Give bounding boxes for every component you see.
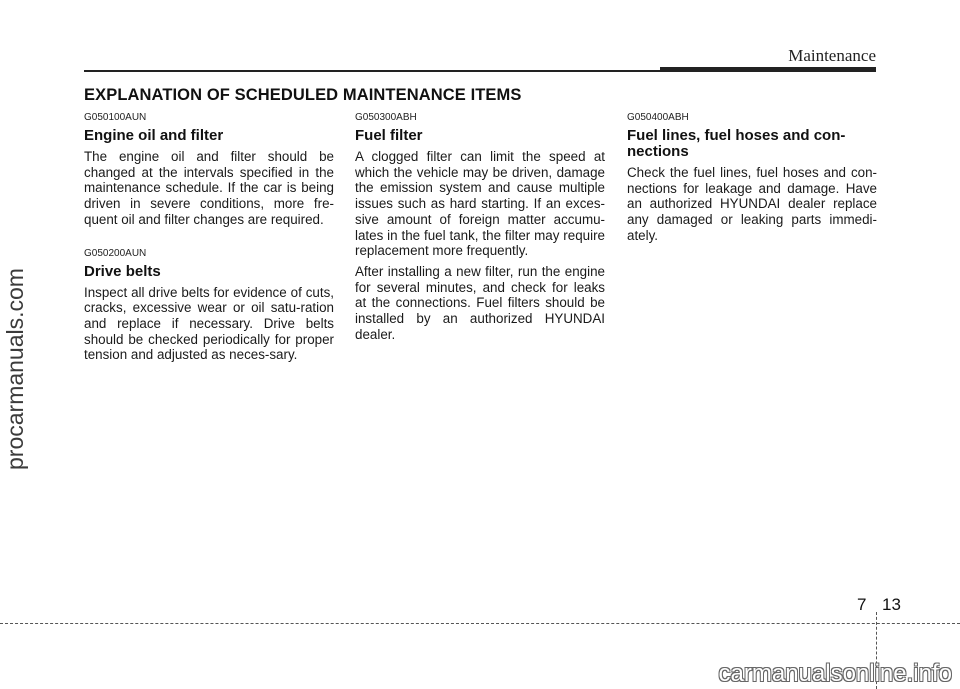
chapter-number: 7 <box>857 595 867 614</box>
item-paragraph: After installing a new filter, run the engine for several minutes, and check for leaks at the connections. Fuel filters should be installed by an authorized HYUNDAI dealer. <box>355 263 605 342</box>
footer-rule <box>0 623 960 624</box>
bottom-watermark: carmanualsonline.info <box>718 660 952 687</box>
item-fuel-filter <box>355 112 605 342</box>
item-code: G050300ABH <box>355 112 417 123</box>
item-code: G050400ABH <box>627 112 689 123</box>
page-number: 13 <box>882 595 901 614</box>
item-paragraph: Inspect all drive belts for evidence of cuts, cracks, excessive wear or oil satu-ration and replace if necessary. Drive belts should be checked periodically for proper tension and adjusted as neces-sary. <box>84 284 334 363</box>
item-heading: Fuel lines, fuel hoses and con-nections <box>627 127 846 160</box>
item-code: G050100AUN <box>84 112 147 123</box>
item-drive-belts <box>84 248 334 364</box>
header-rule-accent <box>660 67 876 72</box>
header-title: Maintenance <box>788 46 876 65</box>
item-paragraph: A clogged filter can limit the speed at which the vehicle may be driven, damage the emission system and cause multiple issues such as hard starting. If an exces-sive amount of foreign matter accumu-lates in the fuel tank, the filter may require replacement more frequently. <box>355 149 605 259</box>
item-heading: Engine oil and filter <box>84 127 224 144</box>
section-title: EXPLANATION OF SCHEDULED MAINTENANCE ITEMS <box>84 86 522 104</box>
item-fuel-lines <box>627 112 877 244</box>
item-heading: Drive belts <box>84 262 161 280</box>
item-engine-oil <box>84 112 334 228</box>
item-paragraph: Check the fuel lines, fuel hoses and con-nections for leakage and damage. Have an authorized HYUNDAI dealer replace any damaged or leaking parts immedi-ately. <box>627 165 877 243</box>
side-watermark: procarmanuals.com <box>2 268 28 470</box>
column-2 <box>355 112 605 362</box>
column-1 <box>84 112 334 383</box>
item-paragraph: The engine oil and filter should be changed at the intervals specified in the maintenance schedule. If the car is being driven in severe conditions, more fre-quent oil and filter changes are required. <box>84 149 334 227</box>
item-heading: Fuel filter <box>355 127 423 144</box>
column-3 <box>627 112 877 264</box>
item-code: G050200AUN <box>84 247 147 259</box>
